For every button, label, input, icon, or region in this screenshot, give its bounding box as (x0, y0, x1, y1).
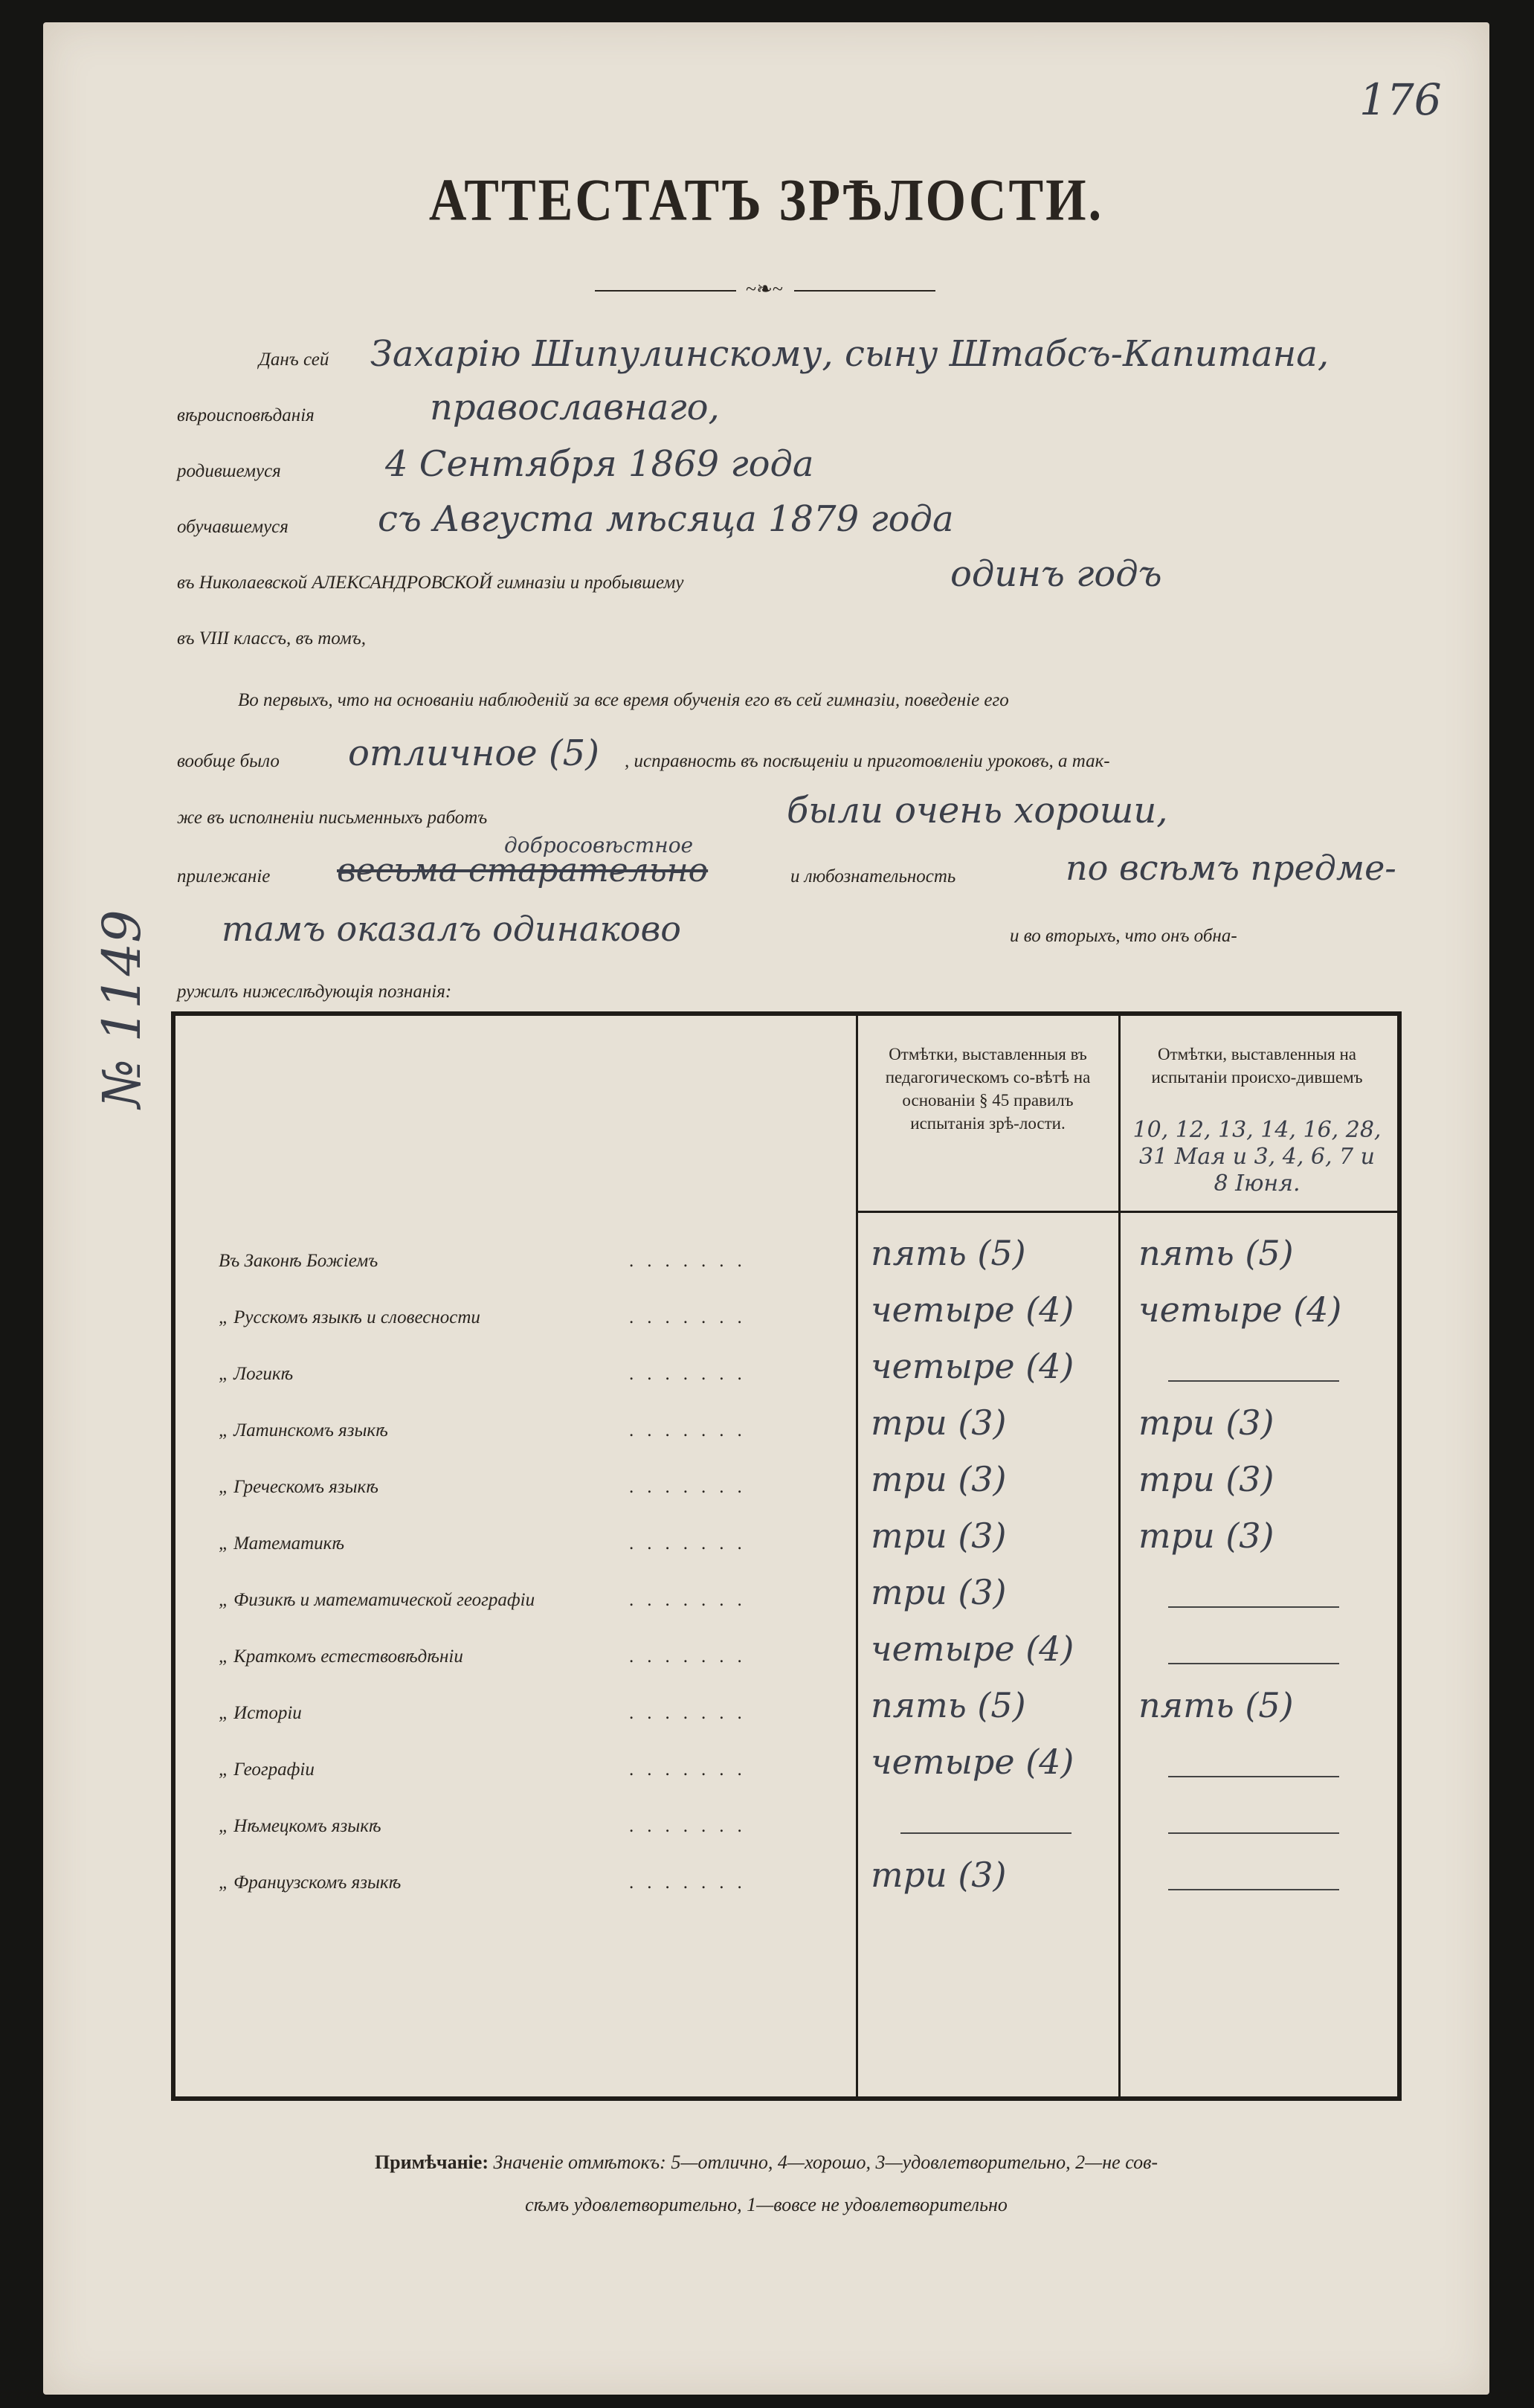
exam-blank-dash (1168, 1832, 1339, 1834)
folio-number: 176 (1359, 74, 1442, 125)
given-label: Данъ сей (259, 350, 329, 370)
leader-dots: ....... (629, 1760, 755, 1780)
faith-value: православнаго, (430, 387, 720, 428)
council-blank-dash (900, 1832, 1071, 1834)
leader-dots: ....... (629, 1251, 755, 1271)
title-rule-left (595, 290, 736, 292)
subject-label: „ Нѣмецкомъ языкѣ (219, 1816, 381, 1836)
council-column-header: Отмѣтки, выставленныя въ педагогическомъ со-вѣтѣ на основаніи § 45 правилъ испытанія зрѣ-лости. (885, 1045, 1091, 1133)
certificate-sheet (43, 22, 1489, 2395)
council-grade: пять (5) (871, 1233, 1026, 1273)
table-header-rule (856, 1211, 1397, 1213)
body-line-6: ружилъ нижеслѣдующія познанія: (177, 982, 452, 1002)
exam-column-header: Отмѣтки, выставленныя на испытаніи происхо-дившемъ (1151, 1045, 1363, 1087)
note-text-1: Значеніе отмѣтокъ: 5—отлично, 4—хорошо, 3—удовлетворительно, 2—не сов- (493, 2151, 1158, 2173)
subject-label: „ Французскомъ языкѣ (219, 1873, 402, 1893)
title-ornament: ~❧~ (746, 278, 783, 300)
exam-blank-dash (1168, 1380, 1339, 1382)
exam-dates: 10, 12, 13, 14, 16, 28, 31 Мая и 3, 4, 6, 7 и 8 Іюня. (1132, 1117, 1382, 1197)
subject-label: „ Географіи (219, 1760, 315, 1780)
diligence-value: весьма старательно (337, 852, 709, 889)
leader-dots: ....... (629, 1590, 755, 1610)
exam-grade: пять (5) (1138, 1233, 1294, 1273)
council-grade: три (3) (871, 1403, 1007, 1443)
leader-dots: ....... (629, 1703, 755, 1723)
council-grade: три (3) (871, 1459, 1007, 1499)
table-divider-2 (1118, 1016, 1121, 2096)
given-value: Захарію Шипулинскому, сыну Штабсъ-Капитана, (370, 333, 1330, 375)
born-label: родившемуся (177, 461, 281, 481)
council-grade: четыре (4) (871, 1290, 1074, 1330)
exam-blank-dash (1168, 1606, 1339, 1608)
body-line-5-post: и во вторыхъ, что онъ обна- (1010, 926, 1237, 946)
study-value: съ Августа мѣсяца 1879 года (378, 498, 954, 540)
body-line-2-pre: вообще было (177, 751, 280, 771)
leader-dots: ....... (629, 1477, 755, 1497)
curiosity-value: по всѣмъ предме- (1066, 848, 1396, 888)
study-label: обучавшемуся (177, 517, 289, 537)
leader-dots: ....... (629, 1364, 755, 1384)
born-value: 4 Сентября 1869 года (385, 443, 814, 485)
body-line-4-mid: и любознательность (790, 866, 956, 886)
council-grade: три (3) (871, 1855, 1007, 1895)
leader-dots: ....... (629, 1533, 755, 1554)
council-grade: четыре (4) (871, 1346, 1074, 1386)
exam-blank-dash (1168, 1889, 1339, 1890)
body-line-2-post: , исправность въ посѣщеніи и приготовленіи уроковъ, а так- (625, 751, 1110, 771)
table-divider-1 (856, 1016, 858, 2096)
subject-label: „ Русскомъ языкѣ и словесности (219, 1307, 480, 1327)
class-text: въ VIII классъ, въ томъ, (177, 628, 367, 648)
note-label: Примѣчаніе: (374, 2151, 489, 2173)
exam-grade: три (3) (1138, 1459, 1274, 1499)
grading-note-line-2: сѣмъ удовлетворительно, 1—вовсе не удовлетворительно (525, 2194, 1008, 2215)
body-line-1: Во первыхъ, что на основаніи наблюденій за все время обученія его въ сей гимназіи, поведеніе его (238, 690, 1009, 710)
subject-label: „ Математикѣ (219, 1533, 345, 1554)
faith-label: вѣроисповѣданія (177, 405, 315, 425)
leader-dots: ....... (629, 1646, 755, 1667)
leader-dots: ....... (629, 1420, 755, 1440)
council-grade: три (3) (871, 1516, 1007, 1556)
conduct-value: отличное (5) (348, 733, 599, 774)
exam-blank-dash (1168, 1663, 1339, 1664)
council-grade: четыре (4) (871, 1629, 1074, 1669)
leader-dots: ....... (629, 1873, 755, 1893)
subject-label: „ Исторіи (219, 1703, 302, 1723)
exam-grade: три (3) (1138, 1516, 1274, 1556)
school-years-value: одинъ годъ (950, 553, 1162, 595)
subject-label: „ Краткомъ естествовѣдѣніи (219, 1646, 463, 1667)
title-rule-right (794, 290, 935, 292)
subject-label: Въ Законѣ Божіемъ (219, 1251, 378, 1271)
grades-table (171, 1011, 1402, 2101)
council-grade: три (3) (871, 1572, 1007, 1612)
body-line-3-pre: же въ исполненіи письменныхъ работъ (177, 808, 488, 828)
leader-dots: ....... (629, 1307, 755, 1327)
subject-label: „ Логикѣ (219, 1364, 294, 1384)
subject-label: „ Латинскомъ языкѣ (219, 1420, 388, 1440)
council-grade: пять (5) (871, 1685, 1026, 1725)
register-number-stamp: № 1149 (91, 910, 152, 1108)
subject-label: „ Физикѣ и математической географіи (219, 1590, 535, 1610)
document-title: АТТЕСТАТЪ ЗРѢЛОСТИ. (428, 167, 1104, 234)
grading-note-line-1 (43, 2151, 1489, 2174)
written-work-value: были очень хороши, (787, 790, 1168, 831)
council-grade: четыре (4) (871, 1742, 1074, 1782)
diligence-insert: добросовѣстное (504, 833, 694, 857)
body-line-4-pre: прилежаніе (177, 866, 271, 886)
exam-grade: пять (5) (1138, 1685, 1294, 1725)
exam-grade: четыре (4) (1138, 1290, 1342, 1330)
subject-label: „ Греческомъ языкѣ (219, 1477, 378, 1497)
exam-blank-dash (1168, 1776, 1339, 1777)
school-text: въ Николаевской АЛЕКСАНДРОВСКОЙ гимназіи и пробывшему (177, 573, 684, 593)
leader-dots: ....... (629, 1816, 755, 1836)
exam-grade: три (3) (1138, 1403, 1274, 1443)
curiosity-value-cont: тамъ оказалъ одинаково (222, 909, 681, 949)
